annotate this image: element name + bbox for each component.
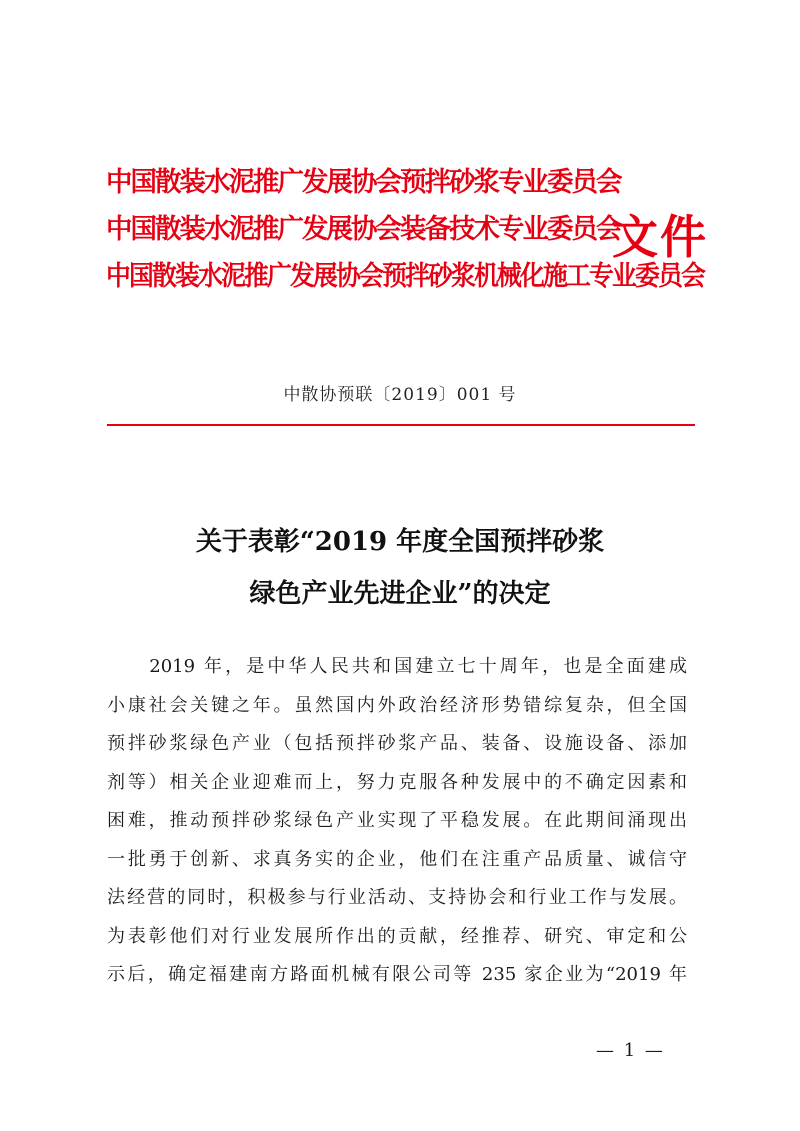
document-number: 中散协预联〔2019〕001 号 <box>283 385 517 405</box>
document-word: 文件 <box>612 210 708 264</box>
issuer-line-3: 中国散装水泥推广发展协会预拌砂浆机械化施工专业委员会 <box>106 261 704 292</box>
body-line: 为表彰他们对行业发展所作出的贡献，经推荐、研究、审定和公 <box>107 925 687 947</box>
red-divider-line <box>107 424 695 426</box>
body-line: 一批勇于创新、求真务实的企业，他们在注重产品质量、诚信守 <box>107 848 687 870</box>
body-line: 小康社会关键之年。虽然国内外政治经济形势错综复杂，但全国 <box>107 694 687 716</box>
title-line-2: 绿色产业先进企业”的决定 <box>249 579 551 609</box>
title-line-1: 关于表彰“2019 年度全国预拌砂浆 <box>195 527 605 557</box>
body-line: 困难，推动预拌砂浆绿色产业实现了平稳发展。在此期间涌现出 <box>107 810 687 831</box>
body-paragraph <box>107 648 687 995</box>
issuer-line-1: 中国散装水泥推广发展协会预拌砂浆专业委员会 <box>106 167 621 198</box>
page-number: — 1 — <box>596 1040 665 1061</box>
body-line: 法经营的同时，积极参与行业活动、支持协会和行业工作与发展。 <box>107 887 687 908</box>
issuer-line-2: 中国散装水泥推广发展协会装备技术专业委员会 <box>106 214 621 245</box>
body-line: 示后，确定福建南方路面机械有限公司等 235 家企业为“2019 年 <box>107 964 687 985</box>
body-line: 预拌砂浆绿色产业（包括预拌砂浆产品、装备、设施设备、添加 <box>107 733 687 754</box>
document-title <box>0 516 800 620</box>
body-line: 2019 年，是中华人民共和国建立七十周年，也是全面建成 <box>107 656 687 677</box>
body-line: 剂等）相关企业迎难而上，努力克服各种发展中的不确定因素和 <box>107 771 687 793</box>
